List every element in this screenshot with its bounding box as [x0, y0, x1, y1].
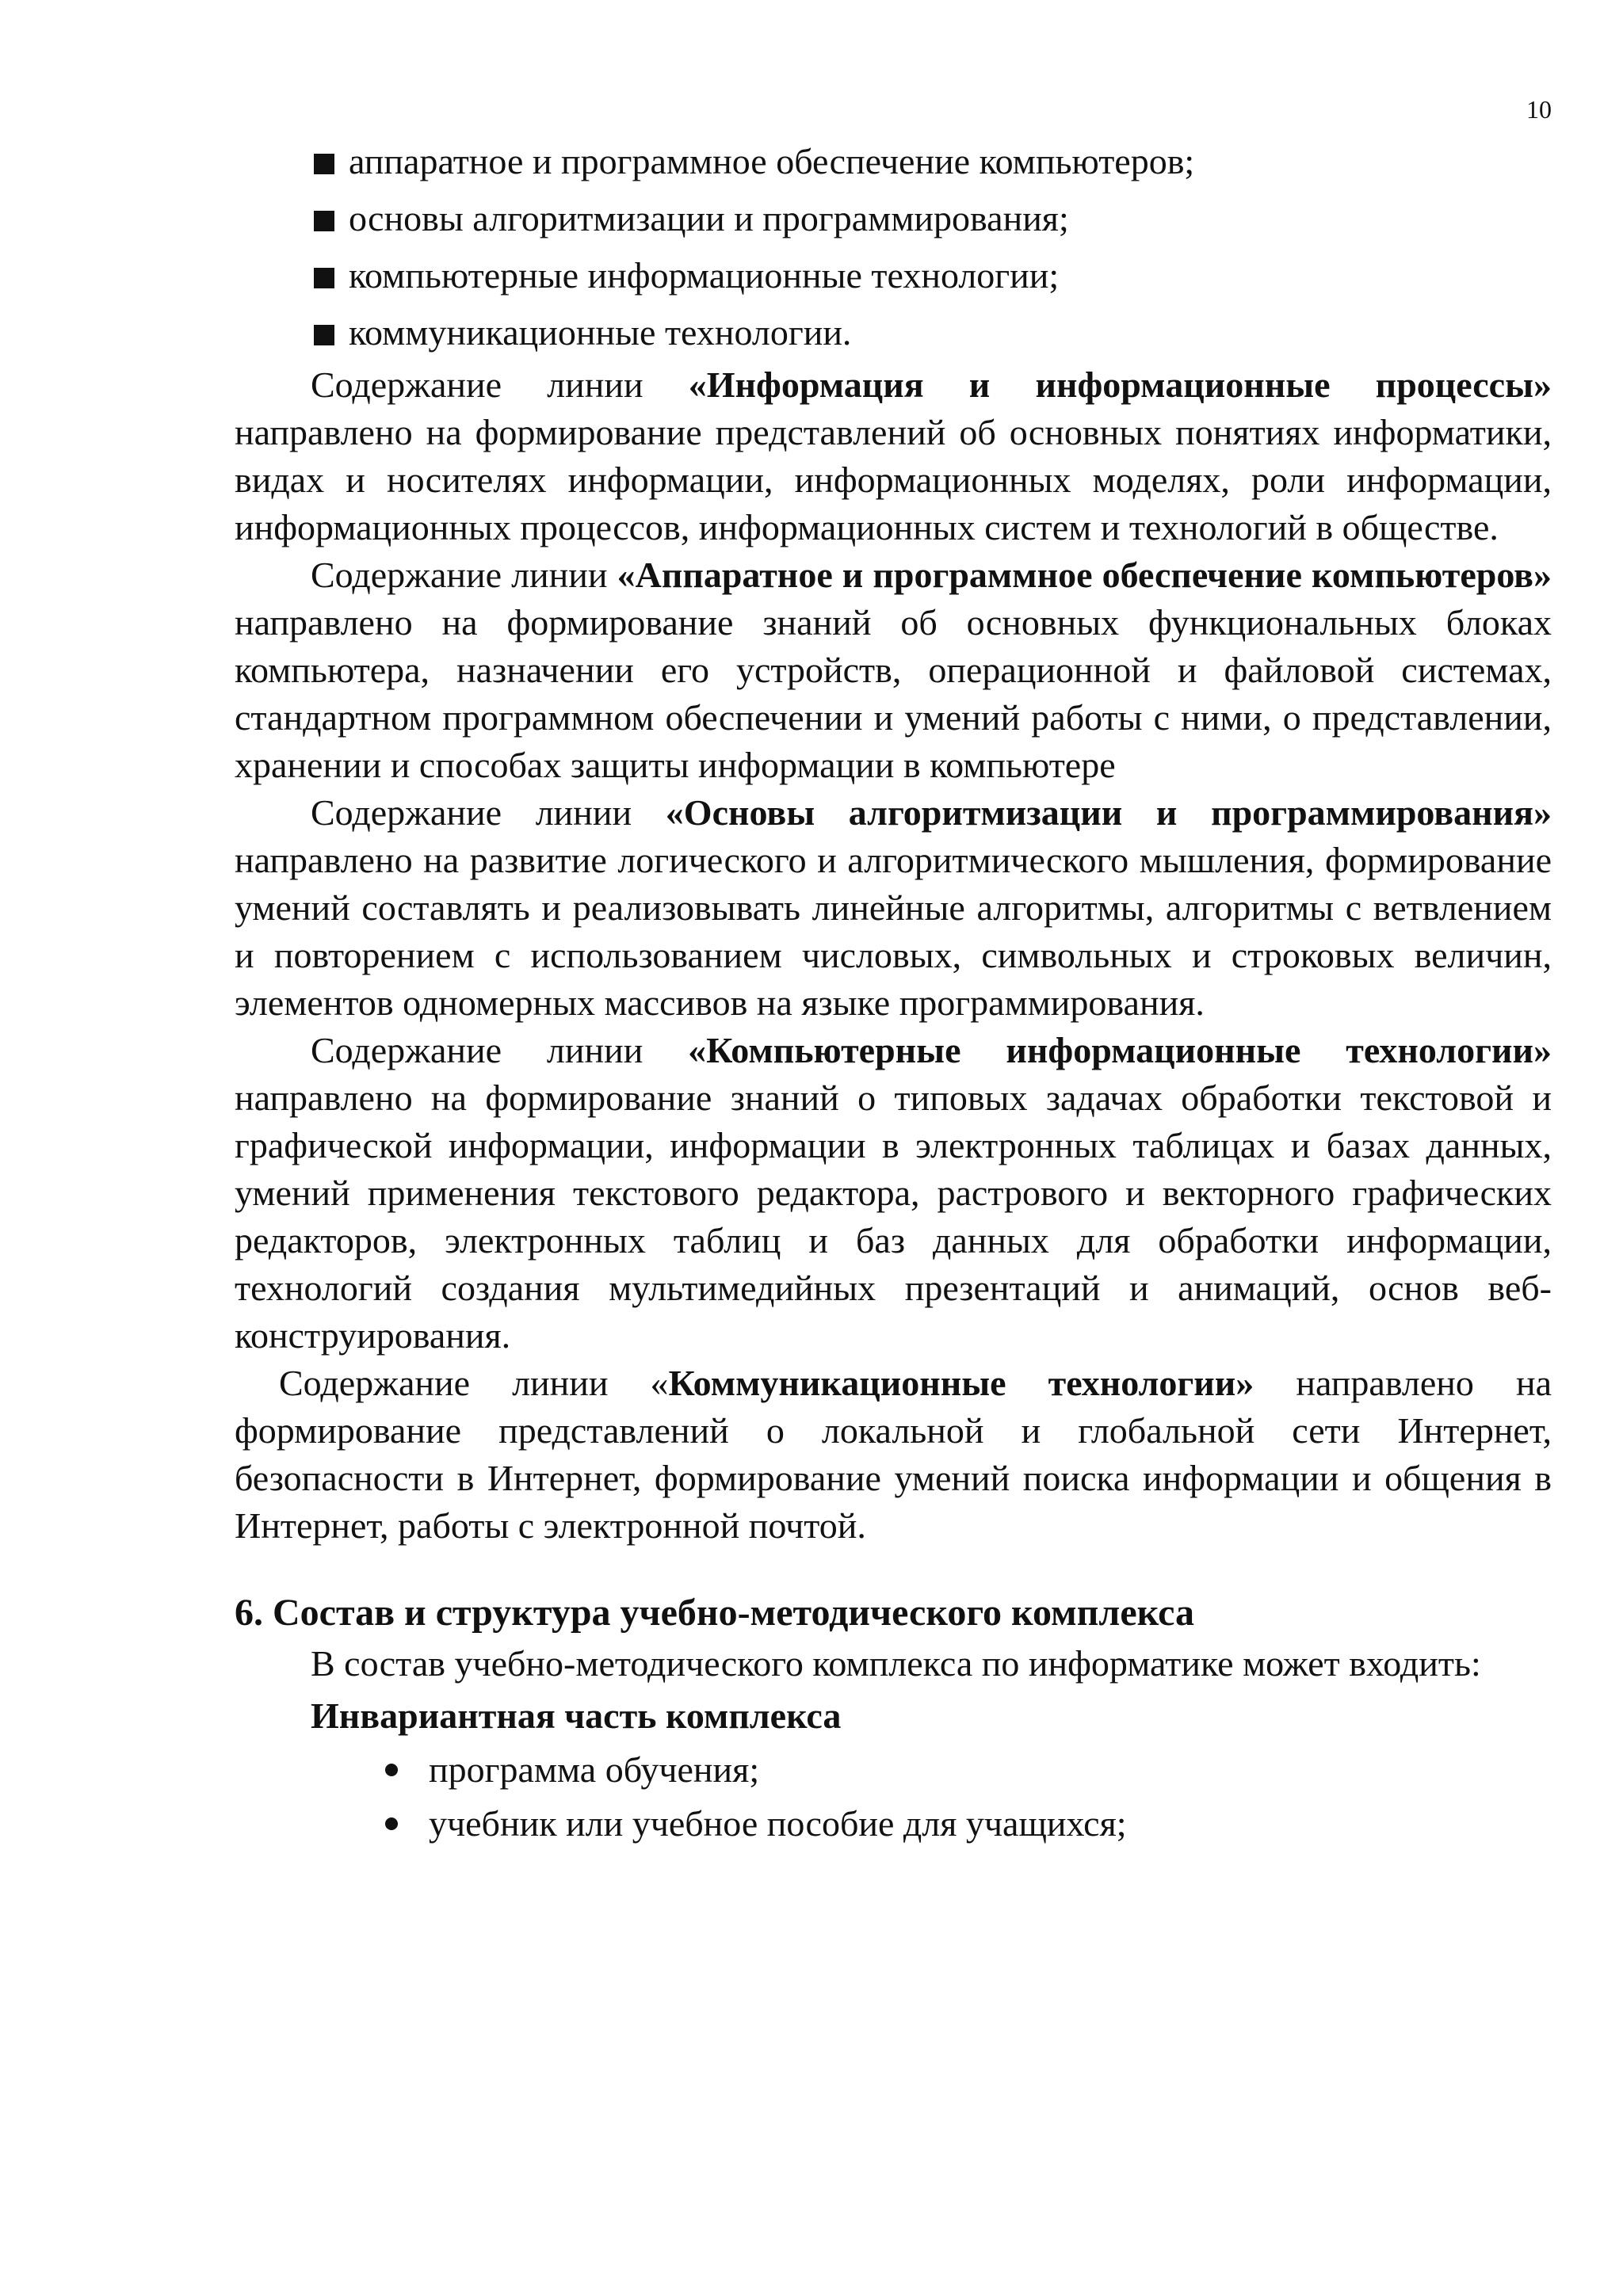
paragraph-it [235, 1027, 1552, 1360]
square-bullet-icon [314, 211, 334, 231]
paragraph-communication [235, 1360, 1552, 1550]
document-body [235, 133, 1552, 1851]
line-title: Коммуникационные технологии» [668, 1363, 1254, 1403]
square-bullet-icon [314, 268, 334, 288]
section-intro: В состав учебно-методического комплекса по информатике может входить: [311, 1643, 1481, 1684]
line-title: «Компьютерные информационные технологии» [688, 1030, 1552, 1070]
paragraph-lead: Содержание линии [311, 364, 689, 405]
bullet-icon [385, 1764, 398, 1776]
line-title: «Аппаратное и программное обеспечение компьютеров» [617, 555, 1552, 595]
paragraph-lead: Содержание линии « [279, 1363, 669, 1403]
paragraph-info-processes [235, 361, 1552, 551]
list-item-text: программа обучения; [429, 1749, 760, 1790]
list-item-text: учебник или учебное пособие для учащихся; [429, 1803, 1127, 1844]
list-item [235, 133, 1552, 190]
paragraph-text: направлено на формирование представлений об основных понятиях информатики, видах и носителях информации, информационных моделях, роли информации, информационных процессов, информационных систем и технологий в обществе. [235, 412, 1552, 547]
section-heading: 6. Состав и структура учебно-методического комплекса [235, 1592, 1194, 1634]
paragraph-text: направлено на формирование знаний о типовых задачах обработки текстовой и графической информации, информации в электронных таблицах и базах данных, умений применения текстового редактора, растрового и векторного графических редакторов, электронных таблиц и баз данных для обработки информации, технологий создания мультимедийных презентаций и анимаций, основ веб-конструирования. [235, 1077, 1552, 1356]
paragraph-text: направлено на формирование знаний об основных функциональных блоках компьютера, назначении его устройств, операционной и файловой системах, стандартном программном обеспечении и умений работы с ними, о представлении, хранении и способах защиты информации в компьютере [235, 602, 1552, 785]
invariant-part-list [235, 1743, 1552, 1851]
line-title: «Основы алгоритмизации и программирования» [665, 792, 1552, 833]
bullet-icon [385, 1817, 398, 1830]
list-item-text: основы алгоритмизации и программирования; [349, 198, 1069, 238]
paragraph-lead: Содержание линии [311, 555, 617, 595]
paragraph-algorithms [235, 789, 1552, 1027]
list-item [235, 1743, 1552, 1797]
list-item-text: аппаратное и программное обеспечение компьютеров; [349, 141, 1195, 181]
list-item-text: коммуникационные технологии. [349, 312, 852, 353]
list-item-text: компьютерные информационные технологии; [349, 255, 1060, 296]
list-item [235, 1797, 1552, 1851]
list-item [235, 304, 1552, 361]
page-number: 10 [1526, 95, 1552, 124]
list-item [235, 247, 1552, 304]
subsection-heading: Инвариантная часть комплекса [311, 1695, 842, 1736]
square-bullet-icon [314, 154, 334, 174]
paragraph-lead: Содержание линии [311, 1030, 689, 1070]
paragraph-hardware-software [235, 551, 1552, 789]
paragraph-text: направлено на развитие логического и алгоритмического мышления, формирование умений составлять и реализовывать линейные алгоритмы, алгоритмы с ветвлением и повторением с использованием числовых, символьных и строковых величин, элементов одномерных массивов на языке программирования. [235, 840, 1552, 1023]
paragraph-lead: Содержание линии [311, 792, 666, 833]
square-bullet-icon [314, 325, 334, 345]
content-lines-list [235, 133, 1552, 361]
list-item [235, 190, 1552, 247]
paragraph-text: направлено на формирование представлений о локальной и глобальной сети Интернет, безопасности в Интернет, формирование умений поиска информации и общения в Интернет, работы с электронной почтой. [235, 1363, 1552, 1546]
line-title: «Информация и информационные процессы» [688, 364, 1552, 405]
